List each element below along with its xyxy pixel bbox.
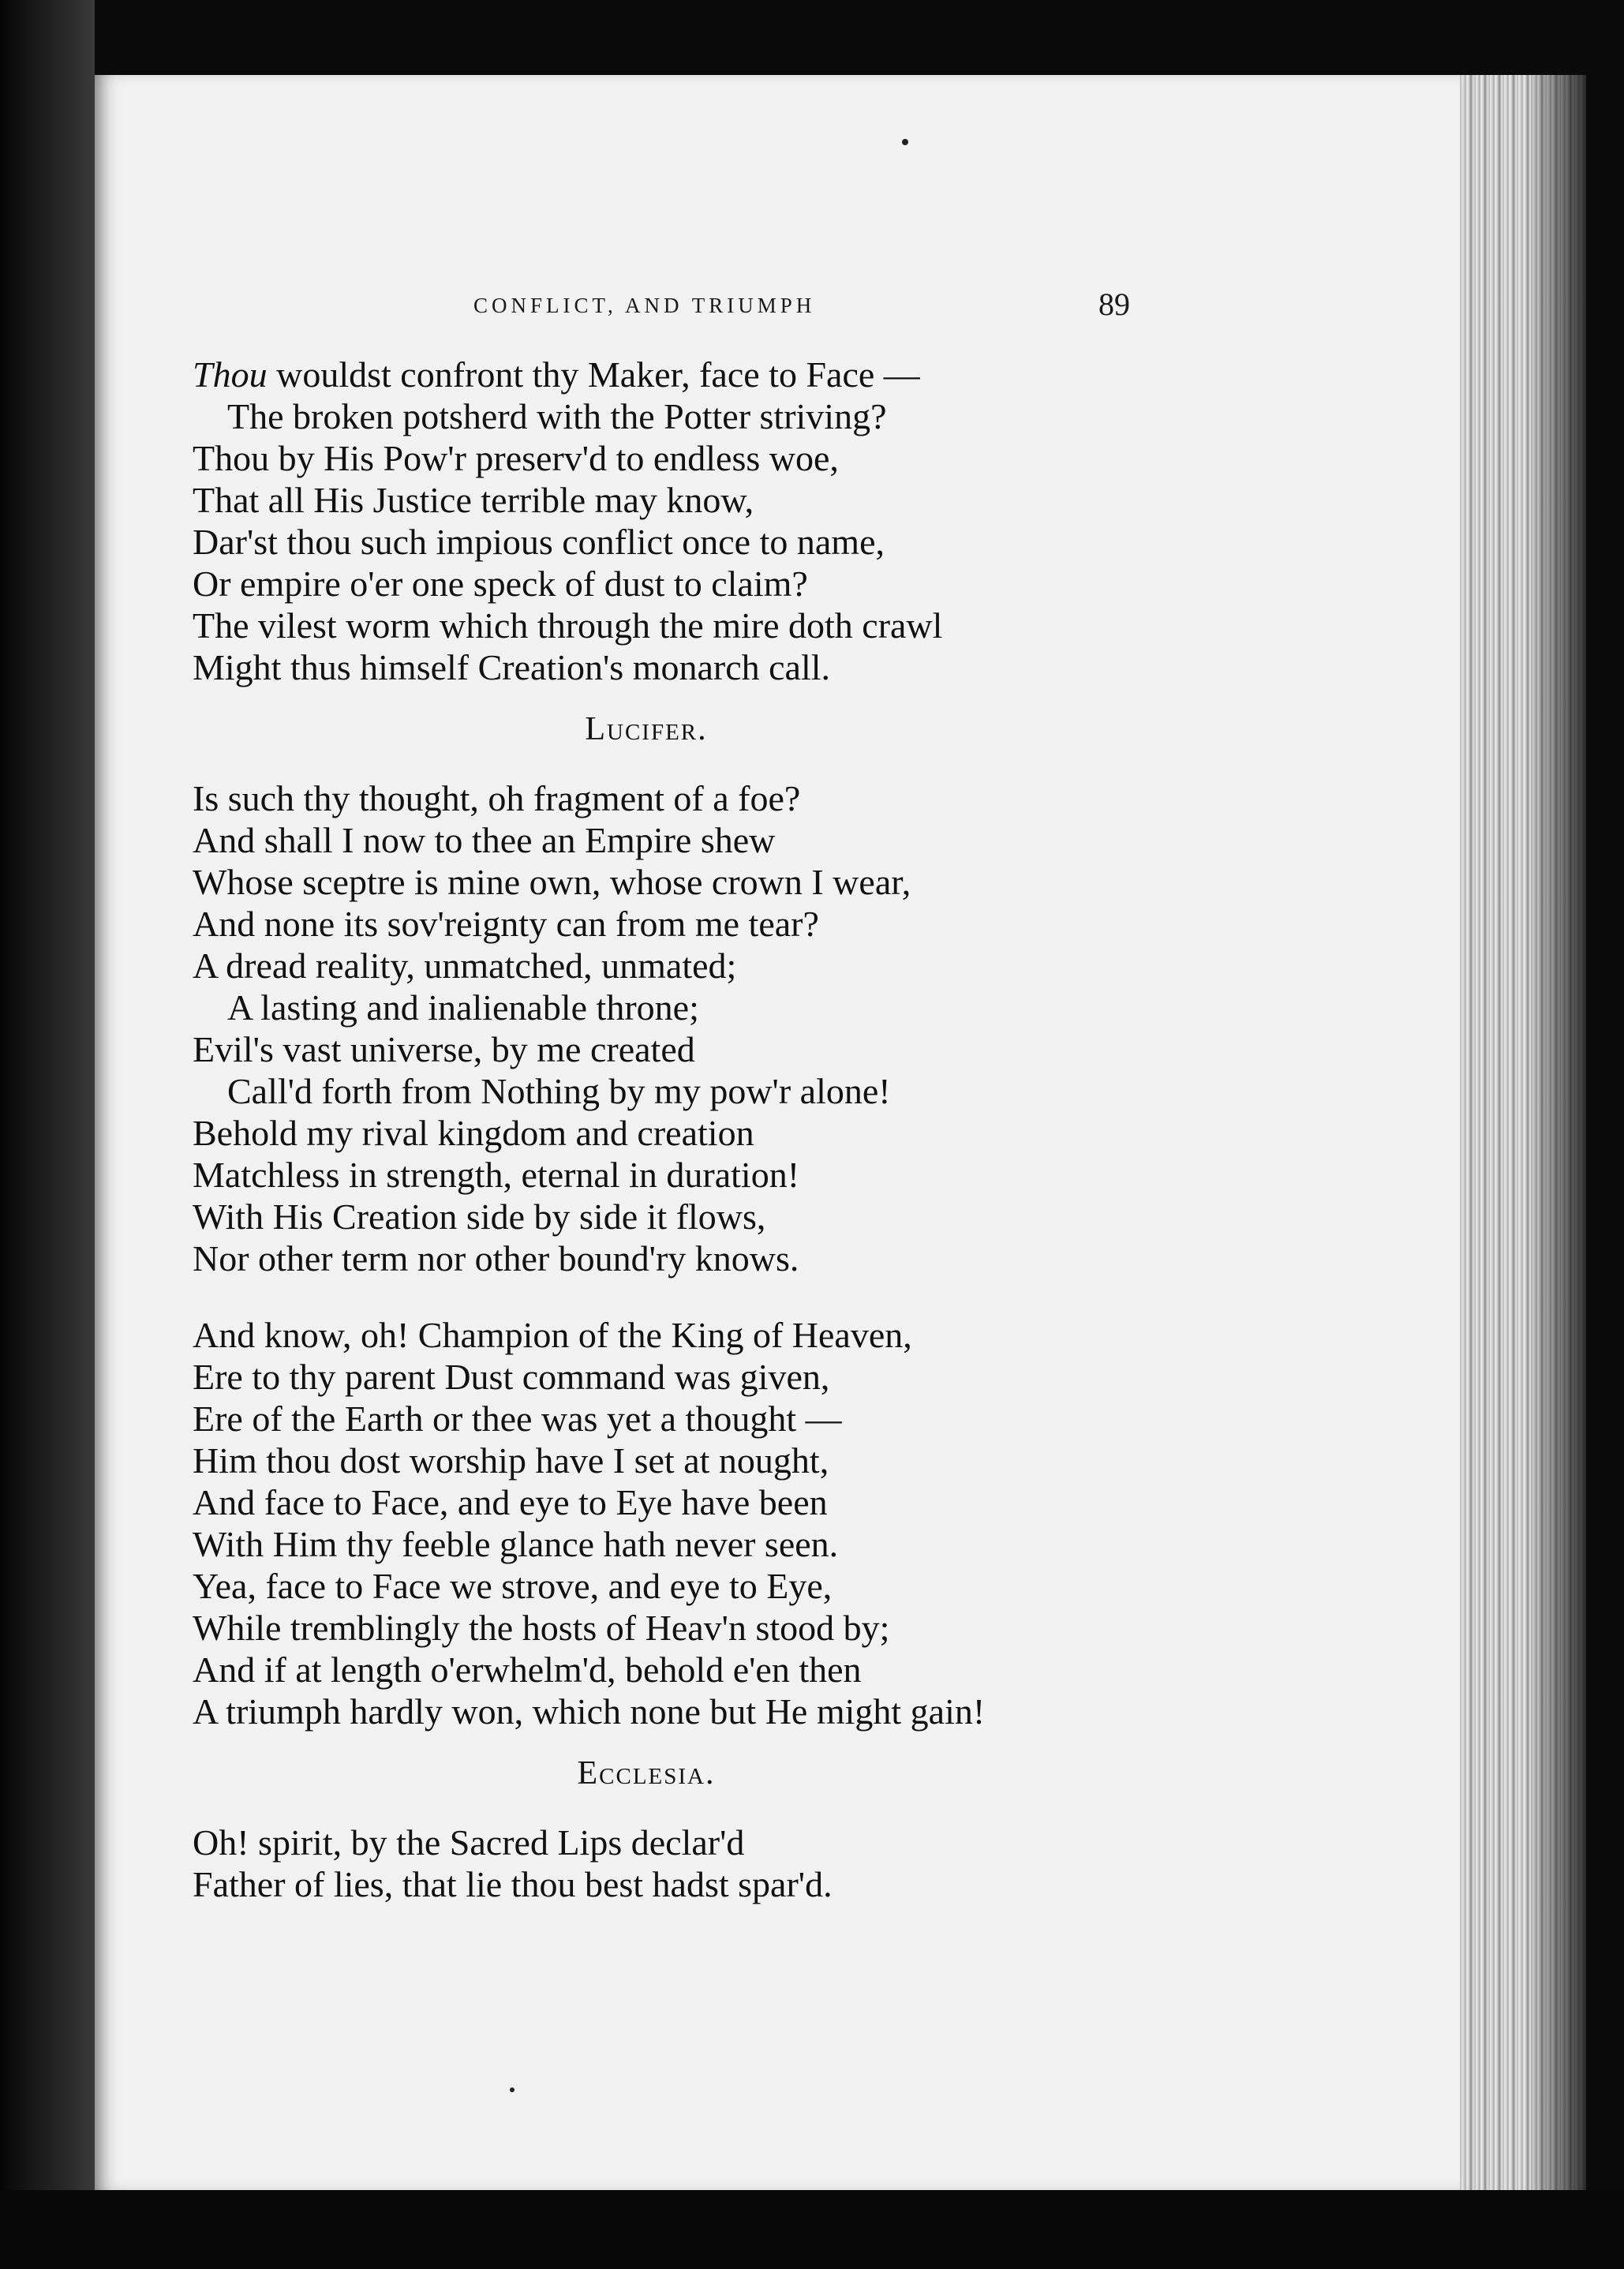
verse-line: That all His Justice terrible may know, <box>193 480 754 520</box>
poem-body <box>193 354 1218 1905</box>
verse-line: A lasting and inalienable throne; <box>227 987 699 1028</box>
verse-line: Behold my rival kingdom and creation <box>193 1113 754 1153</box>
verse-line: Call'd forth from Nothing by my pow'r alone! <box>227 1071 891 1111</box>
verse-line: Matchless in strength, eternal in duration! <box>193 1155 800 1195</box>
verse-line: And none its sov'reignty can from me tear? <box>193 904 819 944</box>
speaker-heading-ecclesia: Ecclesia. <box>577 1755 716 1792</box>
speck-mark <box>510 2087 515 2092</box>
verse-line <box>193 354 1218 395</box>
stanza-4 <box>193 1822 1218 1905</box>
verse-line: The broken potsherd with the Potter striving? <box>227 396 887 436</box>
stanza-gap <box>193 1279 1218 1314</box>
verse-line: Might thus himself Creation's monarch call. <box>193 647 831 687</box>
verse-line: The vilest worm which through the mire doth crawl <box>193 605 943 646</box>
verse-line: Whose sceptre is mine own, whose crown I wear, <box>193 862 911 902</box>
verse-line: Evil's vast universe, by me created <box>193 1029 695 1069</box>
scanner-bottom-edge <box>0 2190 1624 2269</box>
verse-line: Nor other term nor other bound'ry knows. <box>193 1238 799 1279</box>
verse-line-rest: wouldst confront thy Maker, face to Face — <box>267 354 920 395</box>
page-number: 89 <box>1098 286 1130 322</box>
speaker-heading-lucifer: Lucifer. <box>585 711 708 747</box>
verse-line: Ere of the Earth or thee was yet a thought — <box>193 1398 842 1439</box>
verse-line: With His Creation side by side it flows, <box>193 1196 766 1237</box>
verse-line: Father of lies, that lie thou best hadst spar'd. <box>193 1864 833 1904</box>
verse-line-lead: Thou <box>193 354 268 395</box>
verse-line: Dar'st thou such impious conflict once to name, <box>193 522 885 562</box>
stanza-1 <box>193 354 1218 688</box>
verse-line: Oh! spirit, by the Sacred Lips declar'd <box>193 1822 745 1863</box>
stanza-3 <box>193 1314 1218 1732</box>
verse-line: Ere to thy parent Dust command was given, <box>193 1357 830 1397</box>
verse-line: Yea, face to Face we strove, and eye to Eye, <box>193 1566 833 1606</box>
verse-line: Is such thy thought, oh fragment of a foe? <box>193 778 801 818</box>
verse-line: And face to Face, and eye to Eye have been <box>193 1482 828 1522</box>
scanner-left-edge <box>0 0 95 2269</box>
running-head: CONFLICT, AND TRIUMPH <box>473 294 816 317</box>
verse-line: Thou by His Pow'r preserv'd to endless woe, <box>193 438 839 478</box>
verse-line: A triumph hardly won, which none but He might gain! <box>193 1691 986 1732</box>
stanza-2 <box>193 777 1218 1279</box>
verse-line: And shall I now to thee an Empire shew <box>193 820 776 860</box>
verse-line: With Him thy feeble glance hath never seen. <box>193 1524 839 1564</box>
speck-mark <box>902 139 908 145</box>
verse-line: While tremblingly the hosts of Heav'n stood by; <box>193 1608 890 1648</box>
verse-line: A dread reality, unmatched, unmated; <box>193 945 737 986</box>
verse-line: And know, oh! Champion of the King of Heaven, <box>193 1315 912 1355</box>
verse-line: Him thou dost worship have I set at nought, <box>193 1440 829 1481</box>
verse-line: And if at length o'erwhelm'd, behold e'en then <box>193 1649 862 1690</box>
verse-line: Or empire o'er one speck of dust to claim? <box>193 564 808 604</box>
